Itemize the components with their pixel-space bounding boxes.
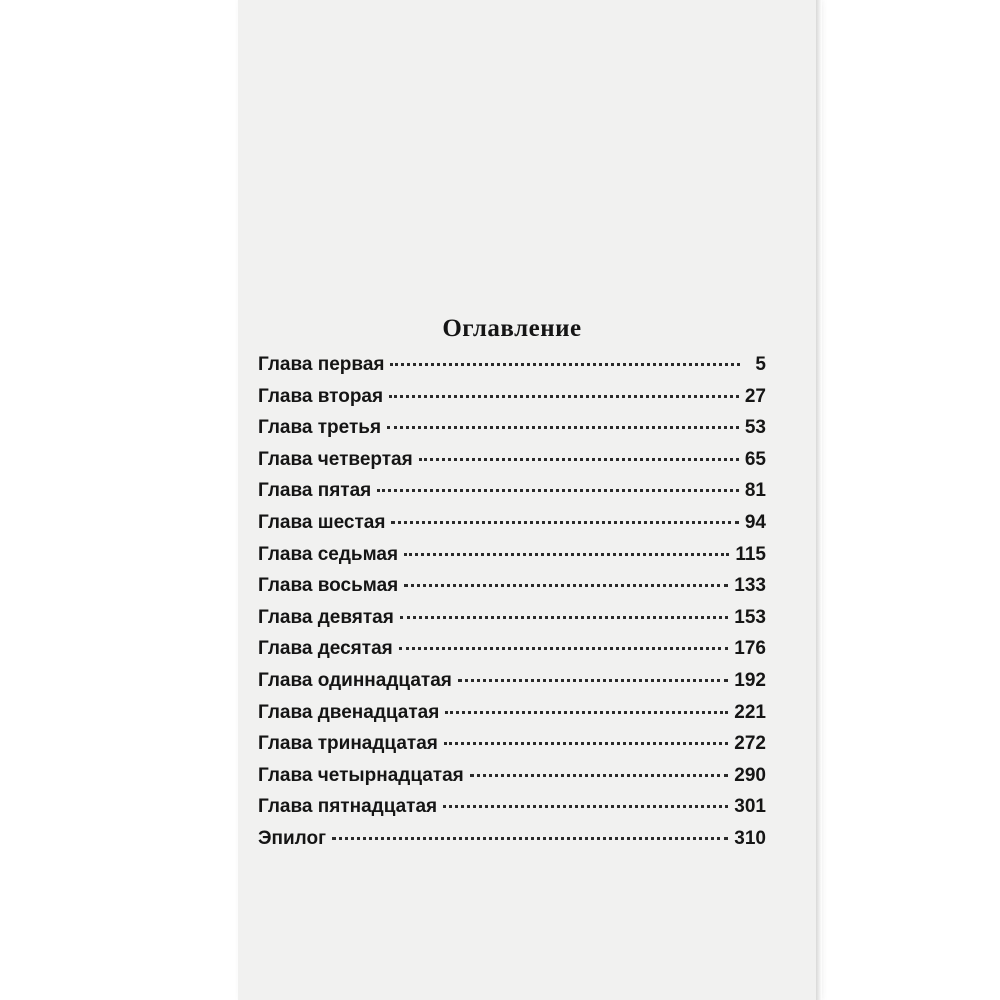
dot-leader (399, 647, 729, 650)
toc-entry-label: Глава четырнадцатая (258, 764, 464, 786)
toc-entry-label: Глава вторая (258, 385, 384, 407)
toc-list (258, 354, 766, 860)
dot-leader (404, 584, 728, 587)
toc-entry-page: 301 (734, 796, 766, 818)
toc-entry (258, 480, 766, 512)
page-edge (816, 0, 822, 1000)
toc-entry (258, 733, 766, 765)
toc-entry-page: 27 (744, 385, 766, 407)
toc-entry-label: Глава восьмая (258, 575, 399, 597)
dot-leader (444, 742, 728, 745)
toc-entry (258, 544, 766, 576)
toc-entry (258, 670, 766, 702)
toc-entry (258, 417, 766, 449)
dot-leader (390, 363, 740, 366)
dot-leader (470, 774, 729, 777)
toc-entry-label: Глава девятая (258, 606, 394, 628)
toc-entry-page: 153 (734, 606, 766, 628)
toc-entry-page: 272 (734, 733, 766, 755)
dot-leader (332, 837, 728, 840)
dot-leader (443, 805, 728, 808)
toc-entry-label: Глава тринадцатая (258, 733, 438, 755)
toc-entry-page: 94 (744, 511, 766, 533)
toc-entry-label: Глава шестая (258, 511, 386, 533)
dot-leader (391, 521, 738, 524)
toc-entry-label: Глава седьмая (258, 543, 399, 565)
toc-entry-page: 192 (734, 669, 766, 691)
toc-entry-label: Глава четвертая (258, 448, 413, 470)
toc-entry-page: 176 (734, 638, 766, 660)
table-of-contents (258, 314, 766, 860)
toc-entry-page: 5 (755, 354, 766, 375)
dot-leader (377, 489, 739, 492)
dot-leader (387, 426, 739, 429)
toc-entry-page: 221 (734, 701, 766, 723)
toc-entry-label: Глава одиннадцатая (258, 669, 452, 691)
toc-entry (258, 449, 766, 481)
toc-entry (258, 638, 766, 670)
toc-entry (258, 607, 766, 639)
toc-entry-page: 81 (744, 480, 766, 502)
toc-title: Оглавление (442, 315, 582, 342)
toc-entry-page: 290 (734, 764, 766, 786)
toc-entry (258, 796, 766, 828)
toc-entry (258, 512, 766, 544)
toc-entry-label: Эпилог (258, 827, 327, 849)
toc-entry (258, 575, 766, 607)
dot-leader (458, 679, 728, 682)
toc-entry-page: 53 (744, 417, 766, 439)
dot-leader (445, 711, 728, 714)
dot-leader (419, 458, 739, 461)
dot-leader (400, 616, 728, 619)
dot-leader (404, 553, 729, 556)
toc-entry (258, 354, 766, 386)
toc-entry (258, 828, 766, 860)
toc-entry-label: Глава первая (258, 354, 385, 375)
toc-entry (258, 702, 766, 734)
toc-entry-label: Глава пятая (258, 480, 372, 502)
toc-entry (258, 386, 766, 418)
toc-entry-label: Глава десятая (258, 638, 393, 660)
toc-entry-page: 65 (744, 448, 766, 470)
toc-entry-label: Глава двенадцатая (258, 701, 440, 723)
toc-entry (258, 765, 766, 797)
toc-entry-label: Глава пятнадцатая (258, 796, 438, 818)
toc-entry-page: 115 (735, 543, 766, 565)
toc-entry-label: Глава третья (258, 417, 382, 439)
dot-leader (389, 395, 739, 398)
toc-entry-page: 310 (734, 827, 766, 849)
toc-entry-page: 133 (734, 575, 766, 597)
